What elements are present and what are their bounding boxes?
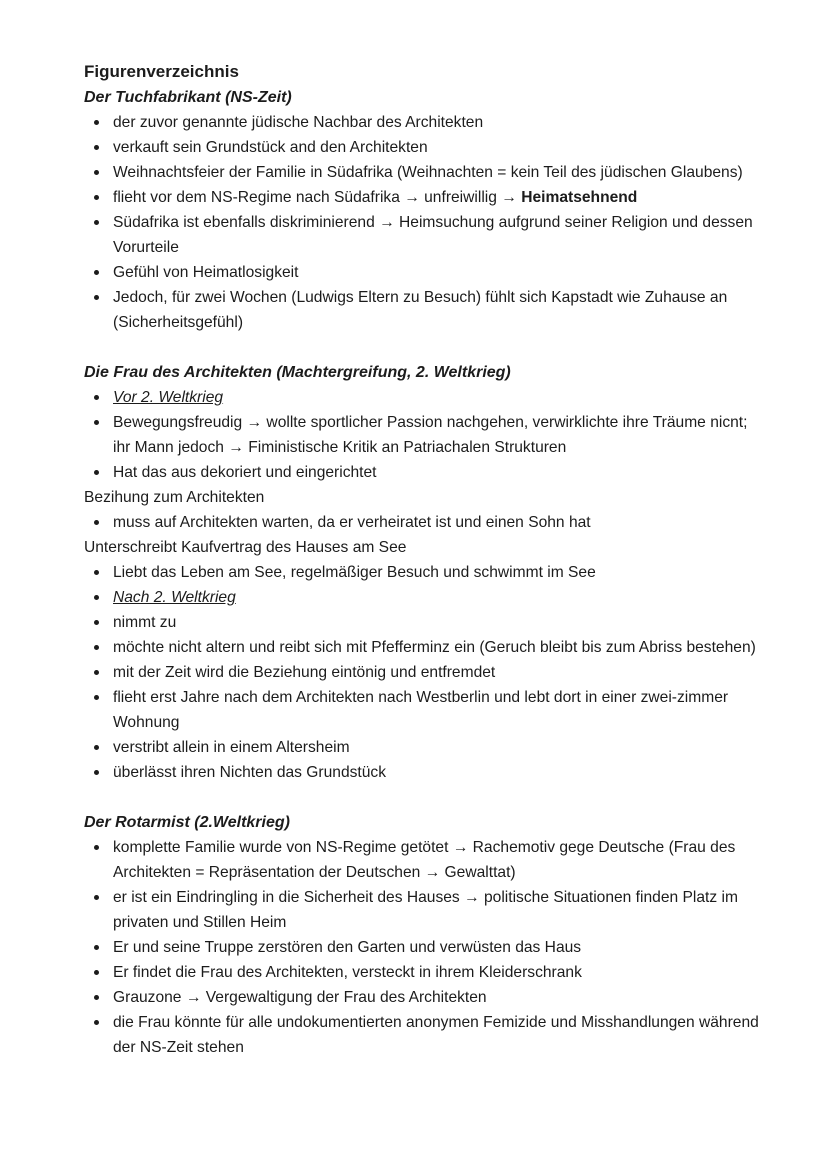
bullet-list-frau-3 [84, 560, 768, 785]
list-item [84, 585, 768, 610]
subheading-nach-weltkrieg: Nach 2. Weltkrieg [113, 589, 236, 606]
list-item: Jedoch, für zwei Wochen (Ludwigs Eltern zu Besuch) fühlt sich Kapstadt wie Zuhause an (Sicherheitsgefühl) [84, 285, 768, 335]
list-item: Er und seine Truppe zerstören den Garten und verwüsten das Haus [84, 935, 768, 960]
list-item: nimmt zu [84, 610, 768, 635]
list-item: die Frau könnte für alle undokumentierten anonymen Femizide und Misshandlungen während der NS-Zeit stehen [84, 1010, 768, 1060]
list-item: muss auf Architekten warten, da er verheiratet ist und einen Sohn hat [84, 510, 768, 535]
document-title: Figurenverzeichnis [84, 62, 239, 81]
bullet-list-frau-2 [84, 510, 768, 535]
list-item: Bewegungsfreudig → wollte sportlicher Passion nachgehen, verwirklichte ihre Träume nicnt; ihr Mann jedoch → Fiministische Kritik an Patriachalen Strukturen [84, 410, 768, 460]
section-spacer [84, 335, 768, 360]
bullet-list-rotarmist [84, 835, 768, 1060]
list-item: verstribt allein in einem Altersheim [84, 735, 768, 760]
list-item: Südafrika ist ebenfalls diskriminierend → Heimsuchung aufgrund seiner Religion und dessen Vorurteile [84, 210, 768, 260]
list-item: mit der Zeit wird die Beziehung eintönig und entfremdet [84, 660, 768, 685]
list-item: Liebt das Leben am See, regelmäßiger Besuch und schwimmt im See [84, 560, 768, 585]
list-item: verkauft sein Grundstück and den Architekten [84, 135, 768, 160]
list-item: Gefühl von Heimatlosigkeit [84, 260, 768, 285]
list-item: Weihnachtsfeier der Familie in Südafrika (Weihnachten = kein Teil des jüdischen Glaubens) [84, 160, 768, 185]
section-heading-frau-des-architekten: Die Frau des Architekten (Machtergreifung, 2. Weltkrieg) [84, 364, 511, 381]
list-item: komplette Familie wurde von NS-Regime getötet → Rachemotiv gege Deutsche (Frau des Architekten = Repräsentation der Deutschen → Gewalttat) [84, 835, 768, 885]
emphasis-heimatsehnend: Heimatsehnend [521, 189, 638, 206]
bullet-list-tuchfabrikant [84, 110, 768, 335]
list-item: er ist ein Eindringling in die Sicherheit des Hauses → politische Situationen finden Platz im privaten und Stillen Heim [84, 885, 768, 935]
subheading-vor-weltkrieg: Vor 2. Weltkrieg [113, 389, 224, 406]
bullet-list-frau-1 [84, 385, 768, 485]
list-item: der zuvor genannte jüdische Nachbar des Architekten [84, 110, 768, 135]
list-item: Grauzone → Vergewaltigung der Frau des Architekten [84, 985, 768, 1010]
section-spacer [84, 785, 768, 810]
list-item [84, 385, 768, 410]
plain-line: Unterschreibt Kaufvertrag des Hauses am See [84, 539, 407, 556]
list-item: Er findet die Frau des Architekten, versteckt in ihrem Kleiderschrank [84, 960, 768, 985]
list-item: überlässt ihren Nichten das Grundstück [84, 760, 768, 785]
list-item [84, 185, 768, 210]
list-item: möchte nicht altern und reibt sich mit Pfefferminz ein (Geruch bleibt bis zum Abriss bestehen) [84, 635, 768, 660]
section-heading-tuchfabrikant: Der Tuchfabrikant (NS-Zeit) [84, 89, 292, 106]
list-item: flieht erst Jahre nach dem Architekten nach Westberlin und lebt dort in einer zwei-zimmer Wohnung [84, 685, 768, 735]
list-item-text: flieht vor dem NS-Regime nach Südafrika → unfreiwillig → [113, 189, 522, 206]
section-heading-rotarmist: Der Rotarmist (2.Weltkrieg) [84, 814, 290, 831]
plain-line: Bezihung zum Architekten [84, 489, 265, 506]
list-item: Hat das aus dekoriert und eingerichtet [84, 460, 768, 485]
